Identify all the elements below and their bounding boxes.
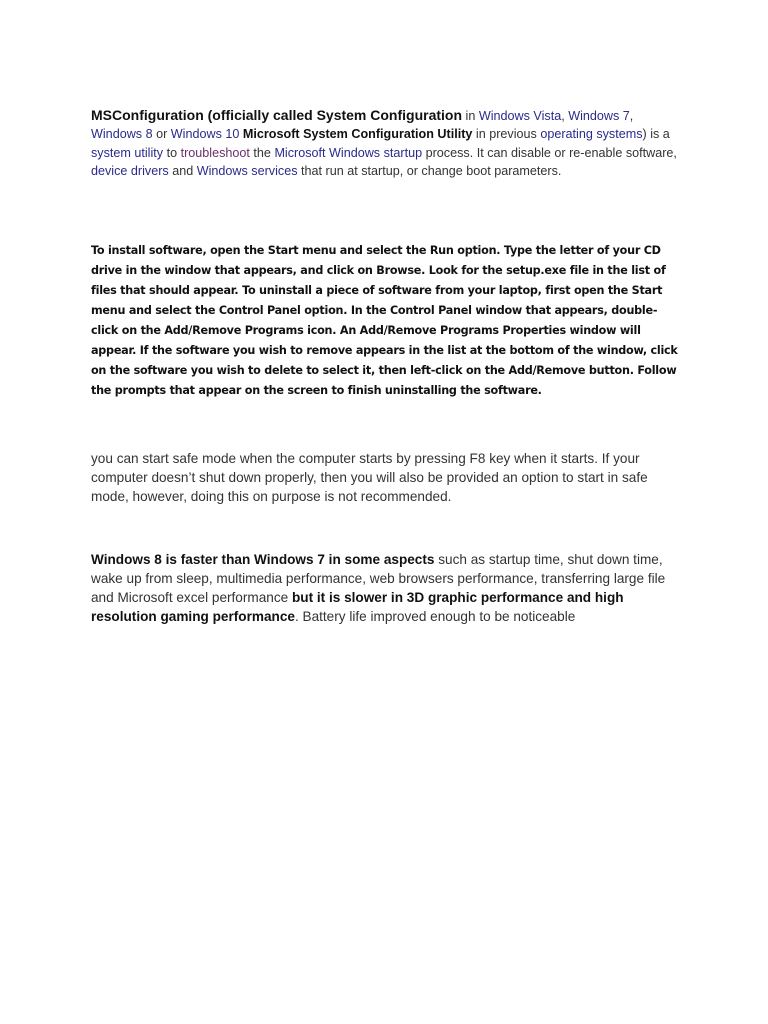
link-windows-10[interactable]: Windows 10 — [170, 127, 240, 142]
safe-mode-paragraph: you can start safe mode when the computer starts by pressing F8 key when it starts. If your computer doesn’t shut down properly, then you will also be provided an option to start in safe mode, however, doing this on purpose is not recommended. — [91, 450, 648, 504]
text-segment: icon. An Add/Remove Programs Properties window will appear. If the software you wish to remove appears in the list at the bottom of the window, click on the software you wish to delete to select it, then left-click on the — [91, 324, 678, 378]
install-software-paragraph — [91, 241, 681, 401]
msconfig-paragraph — [91, 106, 681, 181]
link-windows-vista[interactable]: Windows Vista — [478, 108, 562, 123]
control-panel-text: Control Panel — [218, 304, 301, 318]
browse-text: Browse — [376, 264, 422, 278]
text-segment: or — [152, 127, 171, 142]
link-windows-7[interactable]: Windows 7 — [568, 108, 630, 123]
utility-name-text: Microsoft System Configuration Utility — [242, 127, 473, 142]
text-segment: to — [163, 145, 181, 160]
text-segment: in previous — [472, 127, 541, 142]
start-text: Start — [631, 284, 663, 298]
link-windows-8[interactable]: Windows 8 — [91, 127, 153, 142]
text-segment: process. It can disable or re-enable software, — [422, 145, 677, 160]
text-segment: . Battery life improved enough to be noticeable — [294, 608, 576, 624]
text-segment: that run at startup, or change boot parameters. — [297, 164, 562, 179]
text-segment: , — [629, 108, 634, 123]
link-windows-startup[interactable]: Microsoft Windows startup — [274, 145, 423, 160]
text-segment: . Look for the setup.exe file in the list of files that should appear. To uninstall a piece of software from your laptop, first open the — [91, 264, 666, 298]
text-segment: the — [249, 145, 275, 160]
windows-comparison-paragraph — [91, 550, 681, 626]
text-segment: such as startup time, shut down time, wake up from sleep, multimedia performance, web browsers performance, transferring large file and Microsoft excel performance — [91, 551, 666, 605]
comparison-bold-text: Windows 8 is faster than Windows 7 in some aspects — [91, 551, 435, 567]
comparison-bold-text: but it is slower in 3D graphic performance and high resolution gaming performance — [91, 589, 624, 624]
add-remove-programs-text: Add/Remove Programs — [164, 324, 304, 338]
link-system-utility[interactable]: system utility — [91, 145, 164, 160]
text-segment: option. In the Control Panel window that appears, double-click on the — [91, 304, 658, 338]
text-segment: button. Follow the prompts that appear on the screen to finish uninstalling the software. — [91, 364, 677, 398]
add-remove-text: Add/Remove — [508, 364, 586, 378]
text-segment: and — [168, 164, 197, 179]
text-segment: ) is a — [642, 127, 670, 142]
text-segment: To install software, open the Start menu and select the Run option. Type the letter of your CD drive in the window that appears, and click on — [91, 244, 661, 278]
link-device-drivers[interactable]: device drivers — [91, 164, 169, 179]
link-windows-services[interactable]: Windows services — [196, 164, 298, 179]
text-segment: menu and select the — [91, 304, 219, 318]
text-segment: in — [462, 108, 479, 123]
link-operating-systems[interactable]: operating systems — [540, 127, 643, 142]
link-troubleshoot[interactable]: troubleshoot — [180, 145, 250, 160]
text-segment: , — [561, 108, 569, 123]
msconfig-title-text: MSConfiguration (officially called System Configuration — [91, 106, 463, 123]
